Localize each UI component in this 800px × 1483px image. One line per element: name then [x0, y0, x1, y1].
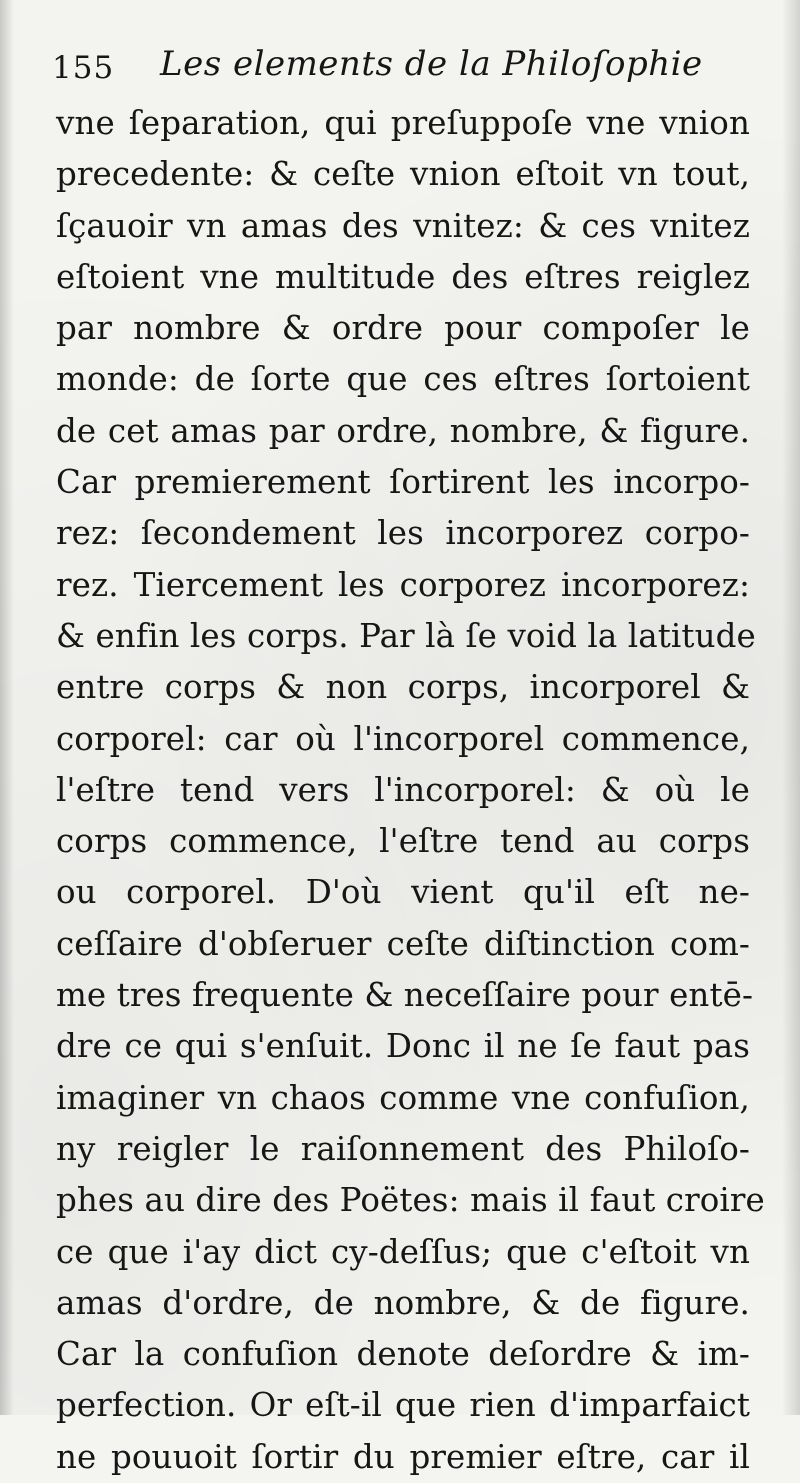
text-line: ceſſaire d'obſeruer ceſte diſtinction com- — [56, 924, 750, 963]
text-line: Car la confuſion denote deſordre & im- — [56, 1335, 750, 1374]
text-line: ne pouuoit ſortir du premier eſtre, car il — [56, 1437, 750, 1476]
text-line: corps commence, l'eſtre tend au corps — [56, 822, 750, 861]
text-line: rez. Tiercement les corporez incorporez: — [56, 565, 750, 604]
text-line: imaginer vn chaos comme vne confuſion, — [56, 1078, 750, 1117]
text-line: monde: de ſorte que ces eſtres ſortoient — [56, 360, 750, 399]
text-line: ny reigler le raiſonnement des Philoſo- — [56, 1129, 750, 1168]
body-text — [56, 98, 765, 1483]
running-header — [52, 42, 752, 92]
text-line: vne ſeparation, qui preſuppoſe vne vnion — [56, 104, 750, 142]
text-line: entre corps & non corps, incorporel & — [56, 668, 750, 707]
text-line: eſtoient vne multitude des eſtres reiglez — [56, 257, 750, 296]
page-gutter-shadow — [0, 0, 14, 1415]
running-title: Les elements de la Philoſophie — [160, 44, 703, 84]
text-line: phes au dire des Poëtes: mais il faut croire — [56, 1181, 765, 1220]
text-line: corporel: car où l'incorporel commence, — [56, 719, 750, 758]
text-line: rez: ſecondement les incorporez corpo- — [56, 514, 750, 553]
text-line: perfection. Or eſt-il que rien d'imparfaict — [56, 1386, 750, 1425]
text-line: me tres frequente & neceſſaire pour entē- — [56, 976, 754, 1015]
text-line: precedente: & ceſte vnion eſtoit vn tout, — [56, 155, 750, 194]
text-line: dre ce qui s'enſuit. Donc il ne ſe faut pas — [56, 1027, 750, 1066]
text-line: ſçauoir vn amas des vnitez: & ces vnitez — [56, 206, 750, 245]
text-line: par nombre & ordre pour compoſer le — [56, 309, 750, 348]
text-line: & enfin les corps. Par là ſe void la latitude — [56, 616, 756, 655]
page-edge-shadow — [782, 0, 800, 1415]
page-number: 155 — [52, 50, 115, 86]
text-line: ou corporel. D'où vient qu'il eſt ne- — [56, 873, 750, 912]
text-line: de cet amas par ordre, nombre, & figure. — [56, 411, 750, 450]
text-line: Car premierement ſortirent les incorpo- — [56, 463, 750, 502]
text-line: ce que i'ay dict cy-deſſus; que c'eſtoit vn — [56, 1232, 750, 1271]
text-line: l'eſtre tend vers l'incorporel: & où le — [56, 770, 750, 809]
text-line: amas d'ordre, de nombre, & de figure. — [56, 1283, 750, 1322]
